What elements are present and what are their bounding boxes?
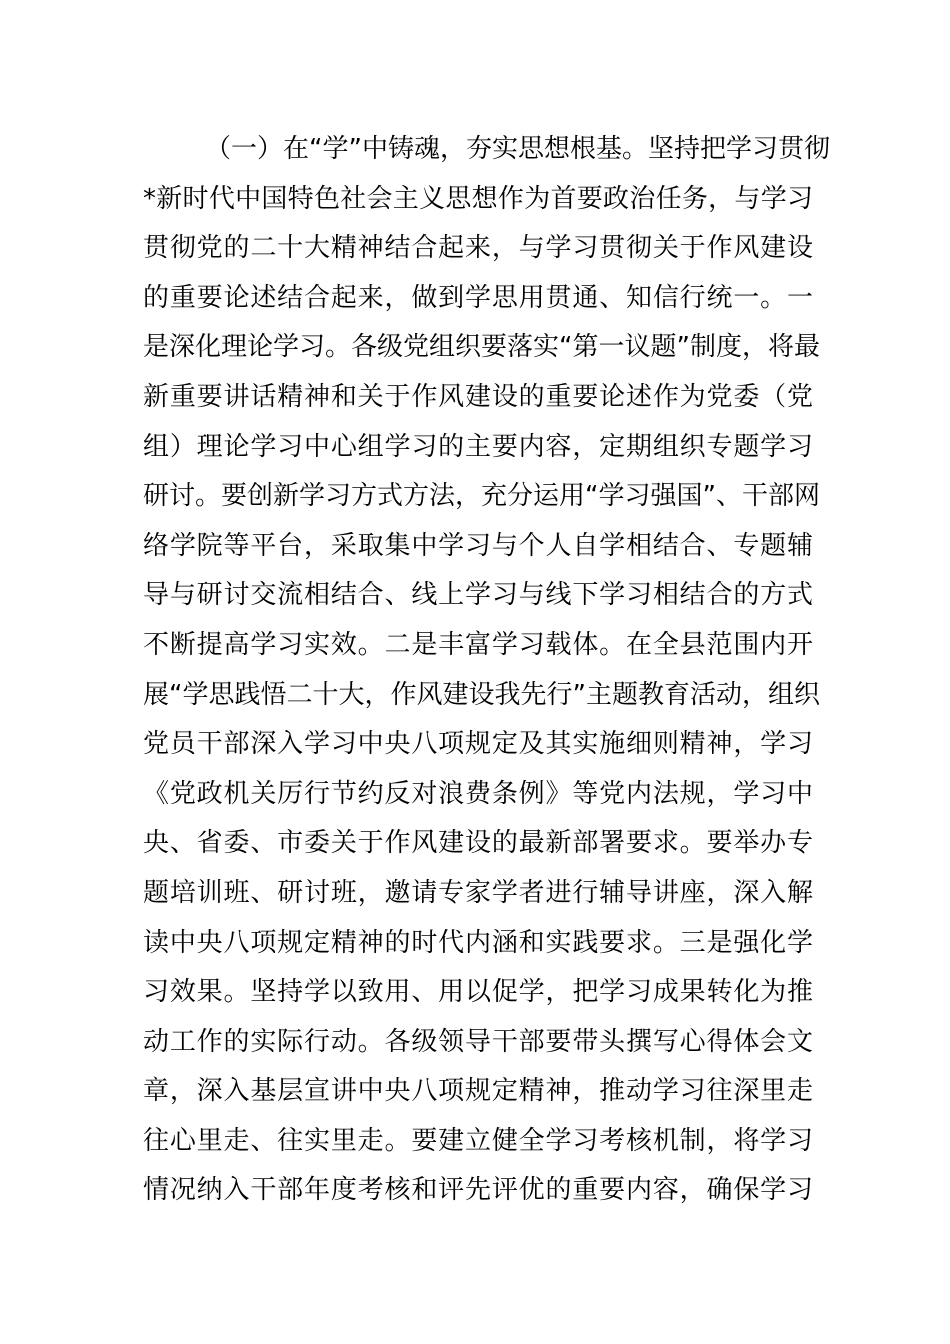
paragraph-line: 导与研讨交流相结合、线上学习与线下学习相结合的方式	[143, 580, 813, 611]
paragraph-line: 央、省委、市委关于作风建设的最新部署要求。要举办专	[143, 828, 813, 859]
paragraph-line: （一）在“学”中铸魂，夯实思想根基。坚持把学习贯彻	[205, 134, 830, 164]
body-paragraph	[143, 125, 830, 1216]
paragraph-line: 章，深入基层宣讲中央八项规定精神，推动学习往深里走	[143, 1076, 813, 1107]
paragraph-line: 题培训班、研讨班，邀请专家学者进行辅导讲座，深入解	[143, 877, 813, 908]
paragraph-line: 络学院等平台，采取集中学习与个人自学相结合、专题辅	[143, 530, 813, 561]
paragraph-line: 组）理论学习中心组学习的主要内容，定期组织专题学习	[143, 431, 813, 462]
paragraph-line: 不断提高学习实效。二是丰富学习载体。在全县范围内开	[143, 629, 813, 660]
paragraph-line: 新重要讲话精神和关于作风建设的重要论述作为党委（党	[143, 381, 813, 412]
paragraph-line: 动工作的实际行动。各级领导干部要带头撰写心得体会文	[143, 1026, 813, 1057]
paragraph-line: 往心里走、往实里走。要建立健全学习考核机制，将学习	[143, 1125, 813, 1156]
paragraph-line: 是深化理论学习。各级党组织要落实“第一议题”制度，将最	[143, 332, 820, 363]
paragraph-line: *新时代中国特色社会主义思想作为首要政治任务，与学习	[143, 183, 813, 214]
paragraph-line: 情况纳入干部年度考核和评先评优的重要内容，确保学习	[143, 1175, 813, 1206]
paragraph-line: 研讨。要创新学习方式方法，充分运用“学习强国”、干部网	[143, 481, 820, 512]
paragraph-line: 习效果。坚持学以致用、用以促学，把学习成果转化为推	[143, 977, 813, 1008]
paragraph-line: 党员干部深入学习中央八项规定及其实施细则精神，学习	[143, 729, 813, 760]
paragraph-line: 的重要论述结合起来，做到学思用贯通、知信行统一。一	[143, 282, 813, 313]
paragraph-line: 读中央八项规定精神的时代内涵和实践要求。三是强化学	[143, 927, 813, 958]
paragraph-line: 贯彻党的二十大精神结合起来，与学习贯彻关于作风建设	[143, 233, 813, 264]
paragraph-line: 《党政机关厉行节约反对浪费条例》等党内法规，学习中	[143, 778, 813, 809]
paragraph-line: 展“学思践悟二十大，作风建设我先行”主题教育活动，组织	[143, 679, 820, 710]
